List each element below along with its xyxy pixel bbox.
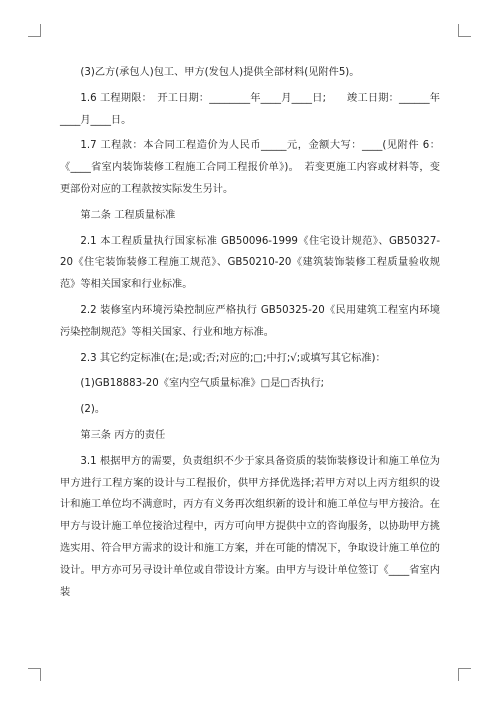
list-item-other: (2)。	[80, 404, 106, 416]
paragraph-pollution-control: 2.2 装修室内环境污染控制应严格执行 GB50325-20《民用建筑工程室内环境污染控制规范》等相关国家、行业和地方标准。	[60, 304, 440, 338]
paragraph-party-c-duties: 3.1 根据甲方的需要，负责组织不少于家具备资质的装饰装修设计和施工单位为甲方进行工程方案的设计与工程报价，供甲方择优选择;若甲方对以上丙方组织的设计和施工单位均不满意时，丙方有义务再次组织新的设计和施工单位与甲方接洽。在甲方与设计施工单位接洽过程中，丙方可向甲方提供中立的咨询服务，以协助甲方挑选实用、符合甲方需求的设计和施工方案，并在可能的情况下，争取设计施工单位的设计。甲方亦可另寻设计单位或自带设计方案。由甲方与设计单位签订《____省室内装	[60, 455, 440, 598]
paragraph-project-price: 1.7 工程款：本合同工程造价为人民币_____元，金额大写：____(见附件 6：《____省室内装饰装修工程施工合同工程报价单》)。 若变更施工内容或材料等，变更部份对应的工程款按实际发生另计。	[60, 140, 440, 195]
document-body	[60, 62, 440, 607]
crop-mark-bottom-left	[28, 668, 41, 681]
paragraph-quality-standard: 2.1 本工程质量执行国家标准 GB50096-1999《住宅设计规范》、GB50327-20《住宅装饰装修工程施工规范》、GB50210-20《建筑装饰装修工程质量验收规范》等相关国家和行业标准。	[60, 235, 440, 291]
paragraph-construction-period: 1.6 工程期限： 开工日期：________年____月____日; 竣工日期：______年____月____日。	[60, 92, 440, 126]
crop-mark-bottom-right	[458, 668, 471, 681]
crop-mark-top-left	[28, 24, 41, 37]
section-heading-quality: 第二条 工程质量标准	[80, 209, 176, 221]
section-heading-party-c: 第三条 丙方的责任	[80, 429, 166, 441]
crop-mark-top-right	[458, 24, 471, 37]
paragraph-material-option: (3)乙方(承包人)包工、甲方(发包人)提供全部材料(见附件5)。	[80, 67, 360, 78]
paragraph-other-standards: 2.3 其它约定标准(在;是;或;否;对应的;□;中打;√;或填写其它标准)：	[80, 352, 386, 364]
list-item-air-quality: (1)GB18883-20《室内空气质量标准》□是□否执行;	[80, 378, 325, 390]
